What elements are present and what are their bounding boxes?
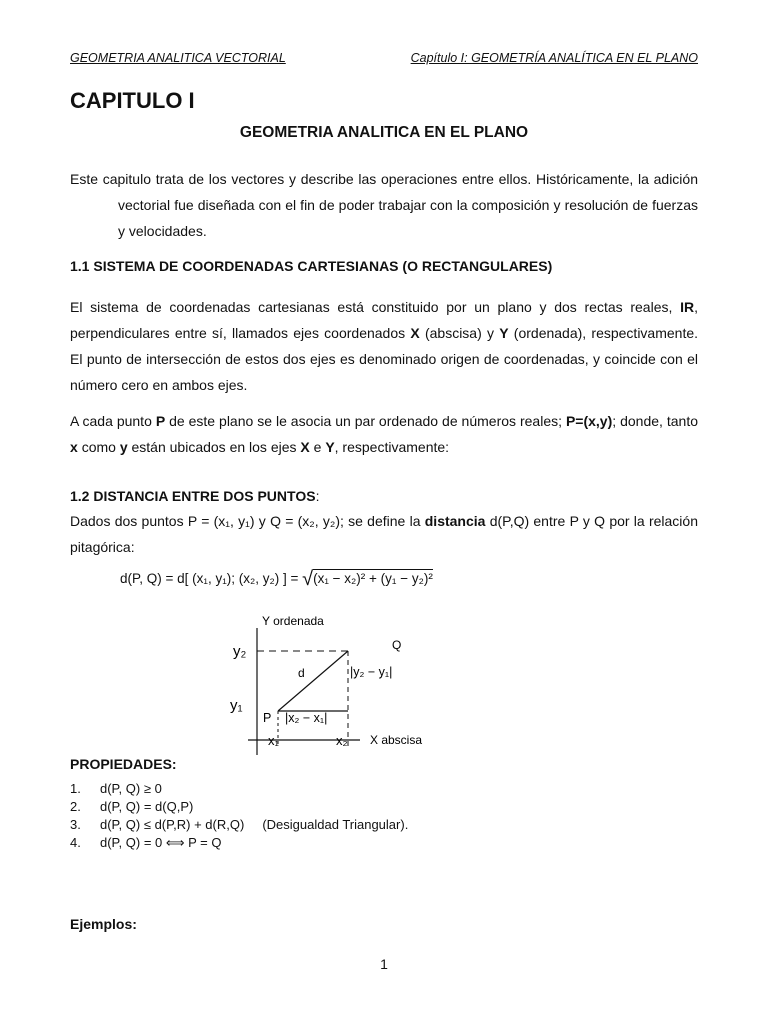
examples-heading: Ejemplos: xyxy=(70,916,137,932)
point-q-label: Q xyxy=(392,638,402,652)
header-left: GEOMETRIA ANALITICA VECTORIAL xyxy=(70,51,286,65)
text-run-bold: y xyxy=(119,439,128,455)
text-run-bold: P=(x,y) xyxy=(565,413,613,429)
header-right: Capítulo I: GEOMETRÍA ANALÍTICA EN EL PLANO xyxy=(410,51,698,65)
formula-lhs: d(P, Q) = d[ (x₁, y₁); (x₂, y₂) ] = xyxy=(120,571,299,586)
distance-segment xyxy=(278,651,348,711)
text-run-bold: Y xyxy=(325,439,335,455)
text-run-bold: distancia xyxy=(424,513,486,529)
section-1-1-heading: 1.1 SISTEMA DE COORDENADAS CARTESIANAS (O RECTANGULARES) xyxy=(70,258,553,274)
property-item xyxy=(70,780,408,798)
text-run: , perpendiculares entre sí, llamados ejes coordenados xyxy=(70,299,698,341)
properties-heading: PROPIEDADES: xyxy=(70,756,177,772)
heading-colon: : xyxy=(315,488,320,504)
chapter-subtitle: GEOMETRIA ANALITICA EN EL PLANO xyxy=(239,124,529,141)
text-run: A cada punto xyxy=(70,413,152,429)
dy-label: |y₂ − y₁| xyxy=(350,665,393,679)
text-run-bold: X xyxy=(410,325,420,341)
x2-label: x₂ xyxy=(336,733,348,748)
y-axis-label: Y ordenada xyxy=(262,614,324,628)
property-number: 2. xyxy=(70,799,81,814)
x1-label: x₁ xyxy=(268,733,279,748)
text-run: d(P,Q) entre P y Q por la relación pitagórica: xyxy=(70,513,698,555)
distance-label: d xyxy=(298,666,305,680)
intro-paragraph: Este capitulo trata de los vectores y describe las operaciones entre ellos. Históricamente, la adición vectorial fue diseñada con el fin de poder trabajar con la composición y resolución de fuerzas y velocidades. xyxy=(70,171,698,239)
text-run-bold: X xyxy=(300,439,310,455)
text-run-bold: x xyxy=(70,439,78,455)
property-number: 4. xyxy=(70,835,81,850)
sqrt-symbol: √ xyxy=(302,568,314,590)
text-run: (abscisa) y xyxy=(424,325,494,341)
section-1-2-title: 1.2 DISTANCIA ENTRE DOS PUNTOS xyxy=(70,488,316,504)
property-number: 3. xyxy=(70,817,81,832)
page-number: 1 xyxy=(380,956,388,972)
properties-list xyxy=(70,780,408,852)
property-text: d(P, Q) = 0 ⟺ P = Q xyxy=(100,835,222,850)
point-p-label: P xyxy=(263,711,272,725)
text-run: ; donde, tanto xyxy=(612,413,699,429)
text-run-bold: P xyxy=(155,413,166,429)
text-run-bold: IR xyxy=(680,299,695,315)
y1-label: y₁ xyxy=(230,697,243,714)
chapter-title: CAPITULO I xyxy=(70,88,195,113)
text-run: (ordenada), respectivamente. El punto de intersección de estos dos ejes es denominado origen de coordenadas, y coincide con el número cero en ambos ejes. xyxy=(70,325,699,393)
y2-label: y₂ xyxy=(233,643,247,660)
formula-radicand: (x₁ − x₂)² + (y₁ − y₂)² xyxy=(313,571,433,586)
property-text: d(P, Q) ≤ d(P,R) + d(R,Q) (Desigualdad Triangular). xyxy=(100,817,409,832)
text-run: Dados dos puntos P = (x₁, y₁) y Q = (x₂, y₂); se define la xyxy=(70,513,421,529)
text-run: están ubicados en los ejes xyxy=(131,439,297,455)
text-run: El sistema de coordenadas cartesianas está constituido por un plano y dos rectas reales, xyxy=(70,299,673,315)
property-number: 1. xyxy=(70,781,81,796)
x-axis-label: X abscisa xyxy=(370,733,423,747)
text-run: e xyxy=(313,439,322,455)
dx-label: |x₂ − x₁| xyxy=(285,711,328,725)
text-run: como xyxy=(81,439,116,455)
property-item xyxy=(70,834,408,852)
property-item xyxy=(70,798,408,816)
text-run: , respectivamente: xyxy=(334,439,450,455)
property-item xyxy=(70,816,408,834)
property-text: d(P, Q) ≥ 0 xyxy=(100,781,162,796)
text-run: de este plano se le asocia un par ordenado de números reales; xyxy=(169,413,562,429)
property-text: d(P, Q) = d(Q,P) xyxy=(100,799,194,814)
text-run-bold: Y xyxy=(499,325,509,341)
